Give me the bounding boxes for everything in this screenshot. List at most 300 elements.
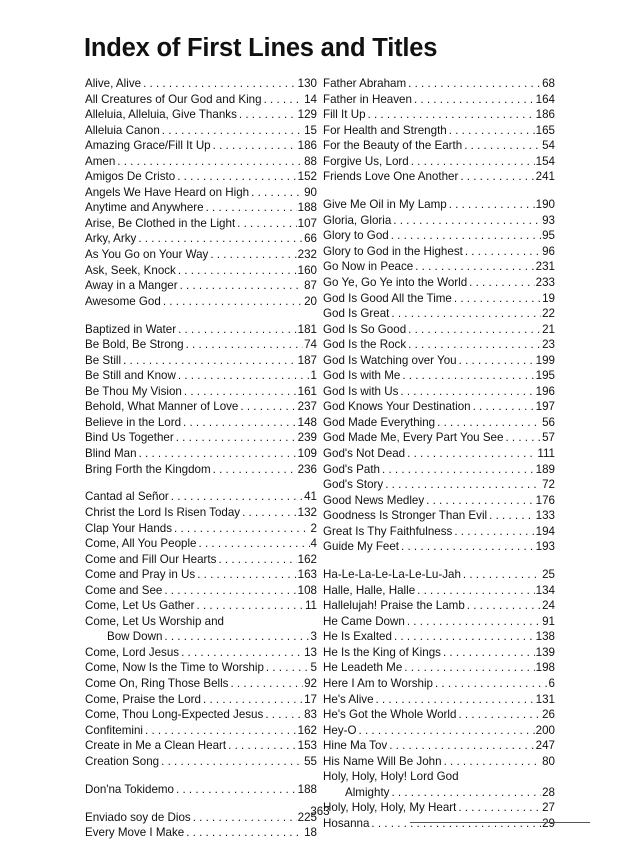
index-entry-page: 186 [535,108,555,122]
dot-leader [389,306,541,322]
index-entry-title: Believe in the Lord [85,415,182,429]
index-entry [323,430,555,446]
index-entry-title: Away in a Manger [85,279,178,293]
index-entry-page: 88 [304,154,317,168]
dot-leader [162,629,309,645]
dot-leader [465,598,541,614]
index-entry [85,676,317,692]
index-entry-title: God Is Great [323,307,390,321]
index-entry-page: 164 [535,92,555,106]
index-entry-title: Hey-O [323,723,357,737]
index-entry-title: Arky, Arky [85,232,137,246]
index-entry [323,508,555,524]
dot-leader [174,782,297,798]
index-entry [85,583,317,599]
dot-leader [467,275,534,291]
dot-leader [400,368,534,384]
index-entry-page: 237 [297,400,317,414]
dot-leader [415,583,535,599]
index-entry [85,76,317,92]
dot-leader [441,645,535,661]
index-entry-page: 15 [304,123,317,137]
dot-leader [357,723,535,739]
index-entry [85,430,317,446]
index-entry-title: Gloria, Gloria [323,213,392,227]
index-entry [323,567,555,583]
index-entry-title: Bring Forth the Kingdom [85,462,211,476]
index-entry [323,291,555,307]
dot-leader [413,259,534,275]
index-entry [85,231,317,247]
dot-leader [216,552,296,568]
index-entry-title: God's Story [323,478,384,492]
index-entry-title: As You Go on Your Way [85,248,209,262]
index-entry-title: God's Path [323,462,380,476]
index-entry-page: 190 [535,198,555,212]
index-entry [323,107,555,123]
dot-leader [240,505,297,521]
index-entry-title: God Is Watching over You [323,353,457,367]
index-entry-title: Glory to God [323,229,389,243]
index-entry-page: 3 [310,630,317,644]
index-entry [323,228,555,244]
index-entry [85,322,317,338]
index-entry-title: Hosanna [323,816,370,830]
index-entry-page: 199 [535,353,555,367]
dot-leader [389,228,541,244]
index-entry [323,598,555,614]
index-entry-page: 23 [542,338,555,352]
index-entry [85,521,317,537]
index-entry-page: 5 [310,661,317,675]
dot-leader [406,76,541,92]
index-entry [85,138,317,154]
index-entry-page: 22 [542,307,555,321]
index-entry-title: God Is with Me [323,369,401,383]
index-entry [323,524,555,540]
dot-leader [405,446,536,462]
index-entry-page: 55 [304,754,317,768]
index-entry-page: 14 [304,92,317,106]
index-entry-page: 87 [304,279,317,293]
index-entry-title: Angels We Have Heard on High [85,185,250,199]
index-entry-title: Come, Let Us Worship and [85,614,224,628]
index-entry [323,692,555,708]
index-entry-title: Come and Fill Our Hearts [85,552,217,566]
index-entry-page: 225 [297,810,317,824]
dot-leader [392,629,535,645]
index-entry-title: Every Move I Make [85,826,185,840]
dot-leader [137,446,297,462]
index-entry [323,583,555,599]
index-entry-title: Cantad al Señor [85,490,169,504]
index-entry-page: 139 [535,645,555,659]
index-entry-title: God Is Good All the Time [323,291,452,305]
index-entry [85,629,317,645]
dot-leader [435,415,541,431]
index-entry [323,415,555,431]
index-entry [85,169,317,185]
dot-leader [184,337,303,353]
index-entry-title: Clap Your Hands [85,521,173,535]
index-entry-page: 74 [304,338,317,352]
dot-leader [249,185,303,201]
dot-leader [263,707,303,723]
index-entry-title: Give Me Oil in My Lamp [323,198,447,212]
index-entry [323,462,555,478]
index-entry-page: 13 [304,645,317,659]
index-entry-page: 26 [542,708,555,722]
index-entry-page: 233 [535,275,555,289]
index-entry-title: Ha-Le-La-Le-La-Le-Lu-Jah [323,568,461,582]
index-entry-title: Come, Let Us Gather [85,599,195,613]
dot-leader [237,107,297,123]
dot-leader [211,138,297,154]
dot-leader [161,294,303,310]
index-entry [323,614,555,630]
index-entry [323,353,555,369]
dot-leader [197,536,310,552]
dot-leader [447,197,535,213]
index-entry-page: 194 [535,524,555,538]
index-entry [323,138,555,154]
index-entry-title: Alleluia, Alleluia, Give Thanks [85,108,237,122]
dot-leader [387,738,534,754]
index-entry [85,399,317,415]
index-entry-title: Hallelujah! Praise the Lamb [323,599,465,613]
dot-leader [184,825,303,841]
index-entry-title: He Is the King of Kings [323,645,441,659]
index-entry-title: Don'na Tokidemo [85,782,175,796]
index-column-right [323,76,555,844]
index-entry-page: 241 [535,170,555,184]
index-entry-page: 186 [297,139,317,153]
index-entry [85,353,317,369]
index-entry-title: God Made Everything [323,415,436,429]
dot-leader [175,169,296,185]
index-entry-title: Blind Man [85,446,137,460]
dot-leader [458,169,534,185]
dot-leader [424,493,534,509]
index-entry [323,169,555,185]
index-entry-page: 129 [297,108,317,122]
index-entry-page: 20 [304,294,317,308]
index-entry [323,337,555,353]
dot-leader [136,231,303,247]
index-entry-page: 193 [535,540,555,554]
index-entry [85,154,317,170]
dot-leader [121,353,297,369]
index-entry-page: 162 [297,552,317,566]
index-entry-page: 200 [535,723,555,737]
index-entry [323,306,555,322]
index-entry-page: 162 [297,723,317,737]
index-entry-page: 24 [542,599,555,613]
index-entry-page: 196 [535,384,555,398]
index-entry-title: He Came Down [323,614,405,628]
index-entry-page: 83 [304,708,317,722]
index-entry [323,399,555,415]
index-entry-page: 154 [535,154,555,168]
index-entry [85,489,317,505]
index-entry-title: Great Is Thy Faithfulness [323,524,453,538]
index-entry-page: 68 [542,77,555,90]
index-entry-title: Come On, Ring Those Bells [85,677,229,691]
dot-leader [409,154,535,170]
dot-leader [228,676,303,692]
index-entry-title: God Is the Rock [323,338,407,352]
index-entry-title: God Made Me, Every Part You See [323,431,504,445]
index-entry-title: Here I Am to Worship [323,677,433,691]
index-entry-title: Creation Song [85,754,160,768]
dot-leader [176,263,297,279]
index-entry [85,754,317,770]
index-column-left [85,76,317,853]
index-entry-title: Go Ye, Go Ye into the World [323,275,468,289]
index-entry [85,247,317,263]
dot-leader [442,754,542,770]
letter-group [85,76,317,309]
index-entry [85,415,317,431]
index-entry-title: Confitemini [85,723,143,737]
dot-leader [204,200,297,216]
index-entry-page: 232 [297,248,317,262]
dot-leader [462,138,541,154]
index-entry-title: Father in Heaven [323,92,412,106]
dot-leader [463,244,541,260]
letter-group [85,489,317,769]
index-entry-title: He Is Exalted [323,630,392,644]
index-entry [323,754,555,770]
index-entry-title: Baptized in Water [85,322,177,336]
index-entry [85,278,317,294]
index-entry-page: 138 [535,630,555,644]
index-entry [323,645,555,661]
index-entry-title: God Is with Us [323,384,399,398]
index-entry [85,567,317,583]
index-entry [323,368,555,384]
index-entry [85,552,317,568]
dot-leader [456,707,541,723]
index-entry-title: Holy, Holy, Holy! Lord God [323,770,459,784]
dot-leader [235,216,296,232]
index-entry-page: 188 [297,201,317,215]
dot-leader [452,524,534,540]
index-entry-title: Enviado soy de Dios [85,810,191,824]
footer-rule [410,822,590,823]
dot-leader [433,676,548,692]
index-entry [85,660,317,676]
index-entry [323,723,555,739]
dot-leader [172,521,310,537]
dot-leader [162,583,296,599]
index-entry-title: Be Still and Know [85,369,176,383]
index-entry-title: Friends Love One Another [323,170,459,184]
index-entry-page: 54 [542,139,555,153]
index-entry-title: For Health and Strength [323,123,447,137]
index-entry [323,676,555,692]
index-entry [85,462,317,478]
index-entry-title: Christ the Lord Is Risen Today [85,506,241,519]
index-entry [323,738,555,754]
dot-leader [262,92,304,108]
index-entry [323,244,555,260]
index-entry [323,123,555,139]
index-entry-title: God's Not Dead [323,446,406,460]
index-entry-title-continued: Bow Down [107,630,163,644]
dot-leader [447,123,535,139]
index-entry-page: 56 [542,415,555,429]
index-entry-title: Amen [85,154,116,168]
index-entry-title: Arise, Be Clothed in the Light [85,216,236,230]
index-entry-title: Come, Lord Jesus [85,645,180,659]
letter-group [323,197,555,555]
index-entry-page: 131 [535,692,555,706]
index-entry-page: 197 [535,400,555,414]
dot-leader [178,278,304,294]
index-entry-title: For the Beauty of the Earth [323,139,463,153]
index-entry-title: Behold, What Manner of Love [85,400,239,414]
index-entry [85,216,317,232]
index-entry-page: 160 [297,263,317,277]
index-entry-page: 153 [297,739,317,753]
index-entry-title: Create in Me a Clean Heart [85,739,227,753]
index-entry-page: 195 [535,369,555,383]
dot-leader [389,785,541,801]
page-number: 363 [310,806,330,818]
index-entry-title: Come and Pray in Us [85,568,196,582]
index-entry-title: Guide My Feet [323,540,400,554]
dot-leader [226,738,297,754]
index-entry-page: 134 [535,583,555,597]
index-entry [85,123,317,139]
dot-leader [452,291,541,307]
index-entry-title: Go Now in Peace [323,260,414,274]
index-entry [85,536,317,552]
index-entry-page: 19 [542,291,555,305]
index-entry-page: 25 [542,568,555,582]
dot-leader [412,92,535,108]
index-entry-page: 161 [297,384,317,398]
index-entry [323,629,555,645]
index-entry-page: 95 [542,229,555,243]
index-entry-title: Father Abraham [323,77,407,90]
index-entry-page: 92 [304,677,317,691]
index-entry-title: Holy, Holy, Holy, My Heart [323,801,457,815]
index-entry-page: 90 [304,185,317,199]
index-entry-title-continued: Almighty [345,785,390,799]
index-entry-page: 109 [297,446,317,460]
index-entry-page: 187 [297,353,317,367]
index-entry [85,738,317,754]
index-entry [323,322,555,338]
index-entry [85,782,317,798]
index-entry [323,213,555,229]
dot-leader [143,723,297,739]
letter-group [323,76,555,185]
index-entry-title: Awesome God [85,294,161,308]
dot-leader [503,430,541,446]
index-entry-page: 163 [297,568,317,582]
index-entry-page: 28 [542,785,555,799]
index-entry [323,446,555,462]
index-entry [85,200,317,216]
index-entry [85,368,317,384]
dot-leader [391,213,541,229]
index-entry-page: 6 [548,677,555,691]
index-entry-page: 239 [297,431,317,445]
dot-leader [405,614,541,630]
dot-leader [383,477,541,493]
index-entry-title: God Knows Your Destination [323,400,471,414]
index-entry-page: 188 [297,782,317,796]
index-entry [323,707,555,723]
index-entry-page: 91 [542,614,555,628]
dot-leader [461,567,541,583]
dot-leader [181,415,297,431]
index-entry-page: 1 [310,369,317,383]
index-entry-page: 130 [297,77,317,90]
dot-leader [159,754,303,770]
dot-leader [179,645,303,661]
index-entry-title: Be Bold, Be Strong [85,338,184,352]
dot-leader [406,322,541,338]
index-entry [323,259,555,275]
index-entry-title: Come, Thou Long-Expected Jesus [85,708,264,722]
index-entry-title: Hine Ma Tov [323,739,388,753]
index-entry-title: Alleluia Canon [85,123,160,137]
index-entry [85,707,317,723]
dot-leader [195,598,304,614]
index-entry-title: Be Thou My Vision [85,384,182,398]
dot-leader [398,384,534,400]
index-entry [85,294,317,310]
dot-leader [399,539,535,555]
dot-leader [471,399,535,415]
dot-leader [169,489,303,505]
index-entry-title: Come, Now Is the Time to Worship [85,661,264,675]
letter-group [323,567,555,831]
index-entry-page: 11 [304,599,317,613]
dot-leader [380,462,535,478]
index-entry-title: Come and See [85,583,163,597]
index-entry-title: Alive, Alive [85,77,142,90]
index-entry [323,493,555,509]
index-entry [323,92,555,108]
index-entry [323,384,555,400]
index-entry-page: 231 [535,260,555,274]
index-entry-page: 2 [310,521,317,535]
index-entry-page: 108 [297,583,317,597]
index-entry-title: Bind Us Together [85,431,174,445]
index-entry-title: His Name Will Be John [323,754,442,768]
index-entry-page: 133 [535,509,555,523]
index-entry [85,505,317,521]
index-entry-title: God Is So Good [323,322,407,336]
index-entry-title: All Creatures of Our God and King [85,92,262,106]
index-entry-page: 41 [304,490,317,504]
index-entry-title: Ask, Seek, Knock [85,263,176,277]
index-entry [323,76,555,92]
index-entry [85,92,317,108]
index-entry [85,263,317,279]
index-entry-page: 198 [535,661,555,675]
page-title: Index of First Lines and Titles [84,34,438,62]
dot-leader [238,399,296,415]
index-entry-page: 148 [297,415,317,429]
dot-leader [176,368,310,384]
letter-group [85,322,317,477]
